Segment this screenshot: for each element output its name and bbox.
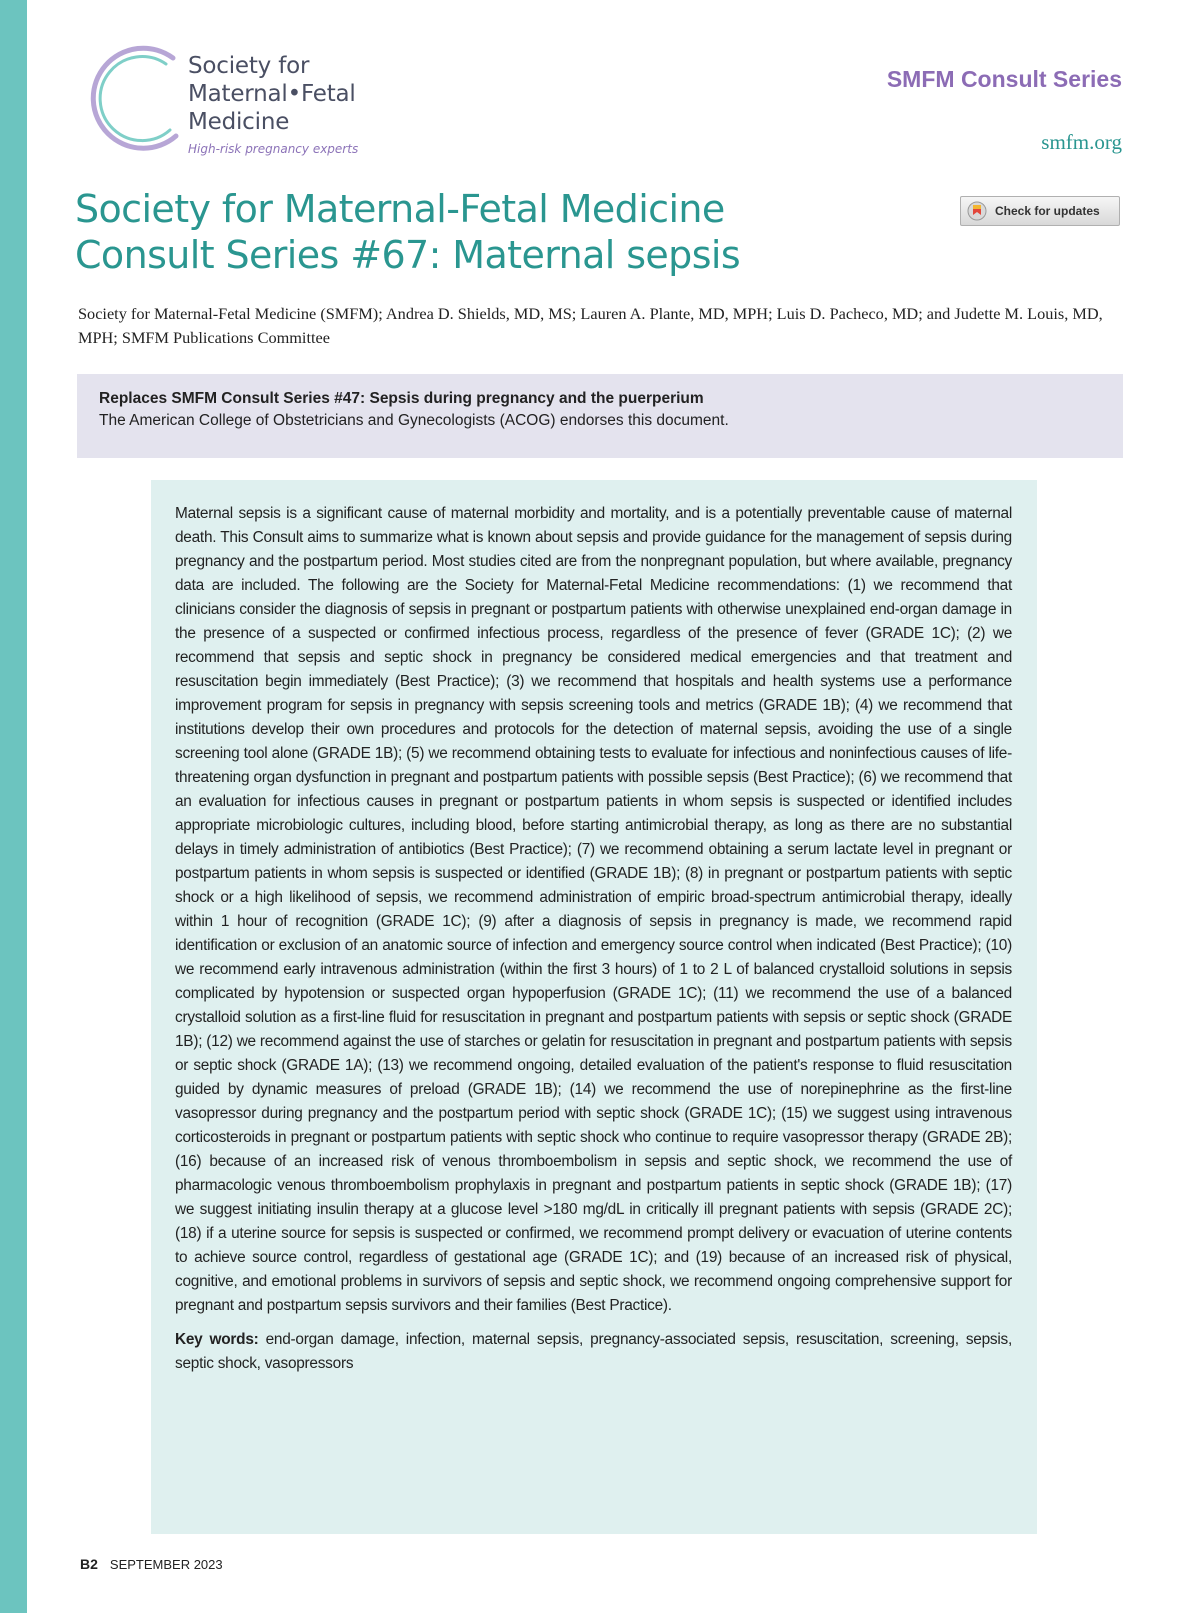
logo-line-3: Medicine	[188, 109, 290, 135]
keywords	[175, 1328, 1012, 1376]
replaces-title: Replaces SMFM Consult Series #47: Sepsis during pregnancy and the puerperium	[99, 390, 704, 407]
keywords-list: end-organ damage, infection, maternal sepsis, pregnancy-associated sepsis, resuscitation, screening, sepsis, septic shock, vasopressors	[175, 1331, 1012, 1372]
logo-crescent-icon	[78, 44, 188, 154]
author-list: Society for Maternal-Fetal Medicine (SMFM); Andrea D. Shields, MD, MS; Lauren A. Plante, MD, MPH; Luis D. Pacheco, MD; and Judette M. Louis, MD, MPH; SMFM Publications Committee	[78, 304, 1103, 347]
logo-line-2: Maternal•Fetal	[188, 81, 356, 107]
side-color-bar	[0, 0, 27, 1613]
page-footer	[80, 1556, 223, 1572]
abstract-box	[151, 480, 1037, 1534]
check-for-updates-label: Check for updates	[995, 204, 1100, 218]
article-title	[75, 186, 915, 278]
logo-tagline: High-risk pregnancy experts	[188, 142, 359, 156]
title-line-1: Society for Maternal-Fetal Medicine	[75, 187, 725, 231]
site-url-link[interactable]: smfm.org	[1041, 130, 1122, 154]
logo-line-1: Society for	[188, 53, 310, 79]
title-line-2: Consult Series #67: Maternal sepsis	[75, 233, 741, 277]
check-for-updates-button[interactable]	[960, 196, 1120, 226]
smfm-logo	[78, 44, 398, 164]
crossmark-icon	[967, 201, 987, 221]
issue-date: SEPTEMBER 2023	[109, 1557, 223, 1572]
abstract-text: Maternal sepsis is a significant cause of maternal morbidity and mortality, and is a potentially preventable cause of maternal death. This Consult aims to summarize what is known about sepsis and provide guidance for the management of sepsis during pregnancy and the postpartum period. Most studies cited are from the nonpregnant population, but where available, pregnancy data are included. The following are the Society for Maternal-Fetal Medicine recommendations: (1) we recommend that clinicians consider the diagnosis of sepsis in pregnant or postpartum patients with otherwise unexplained end-organ damage in the presence of a suspected or confirmed infectious process, regardless of the presence of fever (GRADE 1C); (2) we recommend that sepsis and septic shock in pregnancy be considered medical emergencies and that treatment and resuscitation begin immediately (Best Practice); (3) we recommend that hospitals and health systems use a performance improvement program for sepsis in pregnancy with sepsis screening tools and metrics (GRADE 1B); (4) we recommend that institutions develop their own procedures and protocols for the detection of maternal sepsis, avoiding the use of a single screening tool alone (GRADE 1B); (5) we recommend obtaining tests to evaluate for infectious and noninfectious causes of life-threatening organ dysfunction in pregnant and postpartum patients with possible sepsis (Best Practice); (6) we recommend that an evaluation for infectious causes in pregnant or postpartum patients in whom sepsis is suspected or identified includes appropriate microbiologic cultures, including blood, before starting antimicrobial therapy, as long as there are no substantial delays in timely administration of antibiotics (Best Practice); (7) we recommend obtaining a serum lactate level in pregnant or postpartum patients in whom sepsis is suspected or identified (GRADE 1B); (8) in pregnant or postpartum patients with septic shock or a high likelihood of sepsis, we recommend administration of empiric broad-spectrum antimicrobial therapy, ideally within 1 hour of recognition (GRADE 1C); (9) after a diagnosis of sepsis in pregnancy is made, we recommend rapid identification or exclusion of an anatomic source of infection and emergency source control when indicated (Best Practice); (10) we recommend early intravenous administration (within the first 3 hours) of 1 to 2 L of balanced crystalloid solutions in sepsis complicated by hypotension or suspected organ hypoperfusion (GRADE 1C); (11) we recommend the use of a balanced crystalloid solution as a first-line fluid for resuscitation in pregnant and postpartum patients with sepsis or septic shock (GRADE 1B); (12) we recommend against the use of starches or gelatin for resuscitation in pregnant and postpartum patients with sepsis or septic shock (GRADE 1A); (13) we recommend ongoing, detailed evaluation of the patient's response to fluid resuscitation guided by dynamic measures of preload (GRADE 1B); (14) we recommend the use of norepinephrine as the first-line vasopressor during pregnancy and the postpartum period with septic shock (GRADE 1C); (15) we suggest using intravenous corticosteroids in pregnant or postpartum patients with septic shock who continue to require vasopressor therapy (GRADE 2B); (16) because of an increased risk of venous thromboembolism in sepsis and septic shock, we recommend the use of pharmacologic venous thromboembolism prophylaxis in pregnant and postpartum patients in septic shock (GRADE 1B); (17) we suggest initiating insulin therapy at a glucose level >180 mg/dL in critically ill pregnant patients with sepsis (GRADE 2C); (18) if a uterine source for sepsis is suspected or confirmed, we recommend prompt delivery or evacuation of uterine contents to achieve source control, regardless of gestational age (GRADE 1C); and (19) because of an increased risk of physical, cognitive, and emotional problems in survivors of sepsis and septic shock, we recommend ongoing comprehensive support for pregnant and postpartum sepsis survivors and their families (Best Practice).	[175, 505, 1012, 1314]
replaces-notice	[77, 374, 1123, 458]
logo-wordmark	[188, 52, 356, 136]
keywords-label: Key words:	[175, 1331, 259, 1348]
page-number: B2	[80, 1556, 98, 1572]
endorsement-statement: The American College of Obstetricians and Gynecologists (ACOG) endorses this document.	[99, 412, 729, 429]
series-label: SMFM Consult Series	[886, 66, 1122, 92]
